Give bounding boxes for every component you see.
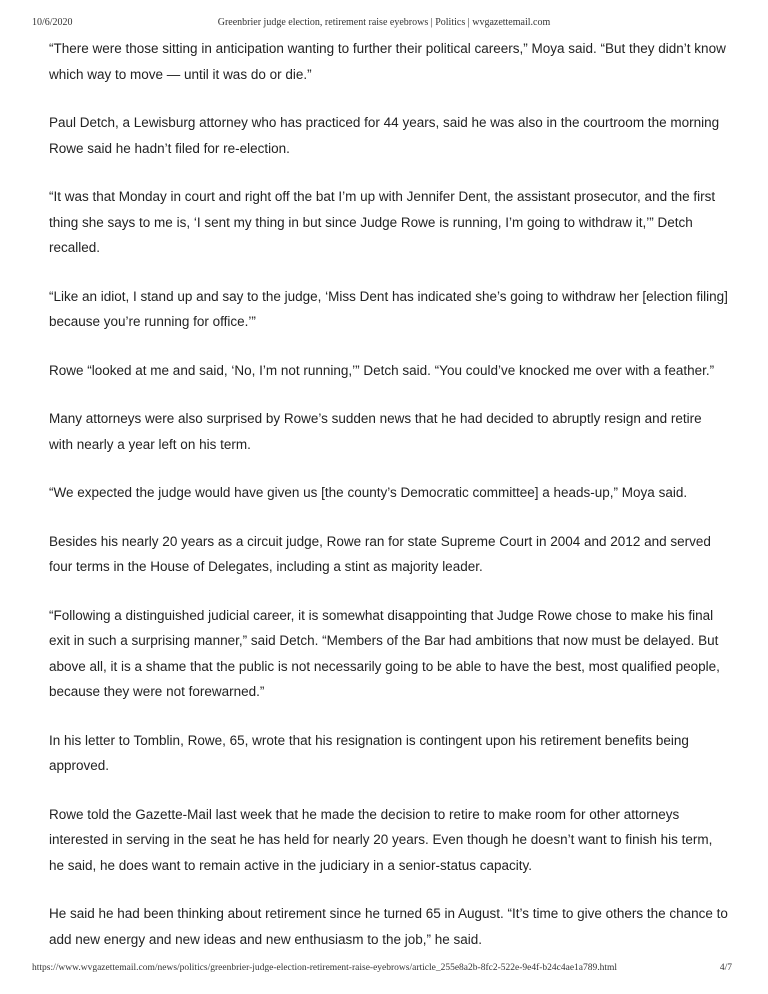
article-body <box>49 36 729 975</box>
article-paragraph-8: Besides his nearly 20 years as a circuit judge, Rowe ran for state Supreme Court in 2004 and 2012 and served four terms in the House of Delegates, including a stint as majority leader. <box>49 533 711 574</box>
print-header <box>32 17 736 31</box>
article-paragraph-4: “Like an idiot, I stand up and say to the judge, ‘Miss Dent has indicated she’s going to withdraw her [election filing] because you’re running for office.’” <box>49 288 728 329</box>
article-paragraph-11: Rowe told the Gazette-Mail last week that he made the decision to retire to make room for other attorneys interested in serving in the seat he has held for nearly 20 years. Even though he doesn’t want to finish his term, he said, he does want to remain active in the judiciary in a senior-status capacity. <box>49 806 713 873</box>
article-paragraph-10: In his letter to Tomblin, Rowe, 65, wrote that his resignation is contingent upon his retirement benefits being approved. <box>49 732 689 773</box>
article-paragraph-6: Many attorneys were also surprised by Rowe’s sudden news that he had decided to abruptly resign and retire with nearly a year left on his term. <box>49 411 702 452</box>
print-date: 10/6/2020 <box>32 17 73 28</box>
article-paragraph-12: He said he had been thinking about retirement since he turned 65 in August. “It’s time to give others the chance to add new energy and new ideas and new enthusiasm to the job,” he said. <box>49 906 728 947</box>
print-url: https://www.wvgazettemail.com/news/politics/greenbrier-judge-election-retirement-raise-eyebrows/article_255e8a2b-8fc2-522e-9e4f-b24c4ae1a789.html <box>32 963 618 973</box>
print-page-title: Greenbrier judge election, retirement raise eyebrows | Politics | wvgazettemail.com <box>217 17 551 28</box>
print-footer <box>32 963 736 977</box>
page-number: 4/7 <box>719 963 732 973</box>
article-paragraph-7: “We expected the judge would have given us [the county’s Democratic committee] a heads-up,” Moya said. <box>49 485 688 500</box>
article-paragraph-2: Paul Detch, a Lewisburg attorney who has practiced for 44 years, said he was also in the courtroom the morning Rowe said he hadn’t filed for re-election. <box>49 115 720 156</box>
article-paragraph-3: “It was that Monday in court and right off the bat I’m up with Jennifer Dent, the assistant prosecutor, and the first thing she says to me is, ‘I sent my thing in but since Judge Rowe is running, I’m going to withdraw it,’” Detch recalled. <box>49 189 716 255</box>
article-paragraph-9: “Following a distinguished judicial career, it is somewhat disappointing that Judge Rowe chose to make his final exit in such a surprising manner,” said Detch. “Members of the Bar had ambitions that now must be delayed. But above all, it is a shame that the public is not necessarily going to be able to have the best, most qualified people, because they were not forewarned.” <box>49 607 720 699</box>
article-paragraph-1: “There were those sitting in anticipation wanting to further their political careers,” Moya said. “But they didn’t know which way to move — until it was do or die.” <box>49 41 726 82</box>
article-paragraph-5: Rowe “looked at me and said, ‘No, I’m not running,’” Detch said. “You could’ve knocked me over with a feather.” <box>49 362 715 378</box>
